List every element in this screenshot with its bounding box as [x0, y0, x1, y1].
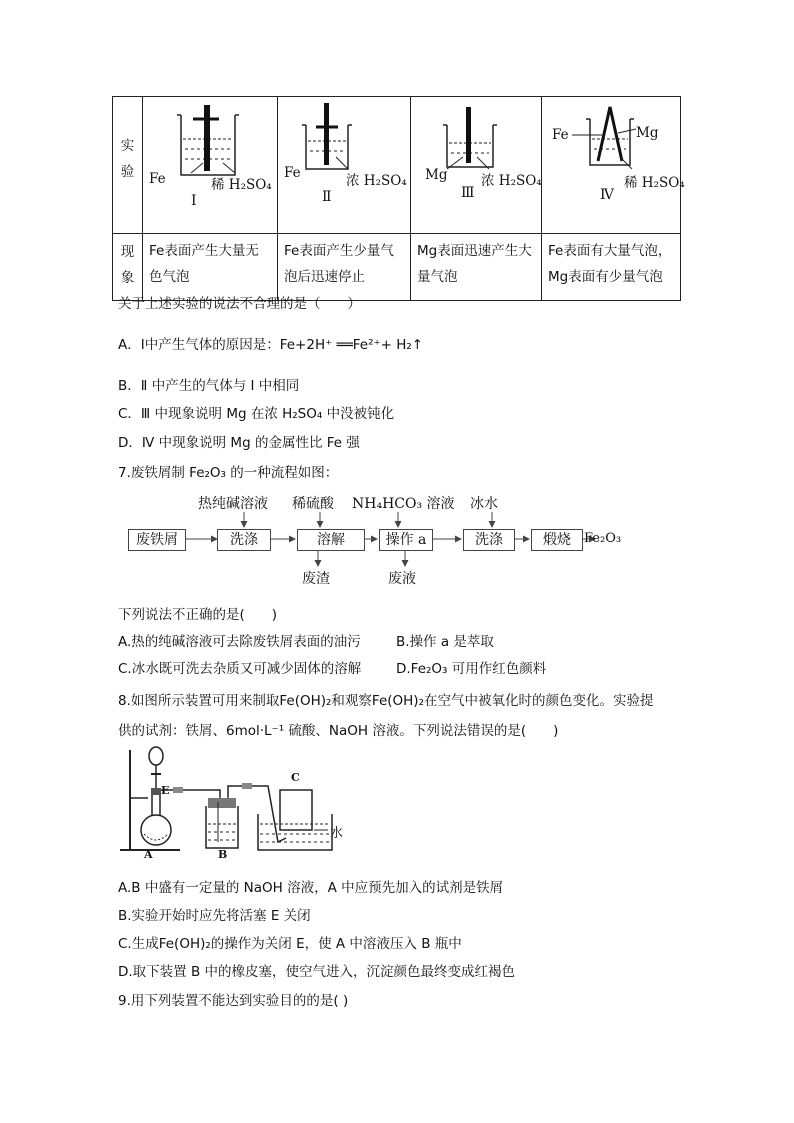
- flow-box: 洗涤: [463, 529, 515, 551]
- row-label-char: 验: [120, 164, 135, 180]
- figure-label-e: E: [161, 784, 170, 797]
- metal-label-mg: Mg: [636, 125, 659, 141]
- q6-option-d[interactable]: D．Ⅳ 中现象说明 Mg 的金属性比 Fe 强: [118, 435, 360, 451]
- row-label-char: 象: [120, 270, 135, 286]
- q8-option-a[interactable]: A.B 中盛有一定量的 NaOH 溶液，A 中应预先加入的试剂是铁屑: [118, 880, 504, 896]
- roman-numeral: Ⅳ: [600, 187, 614, 203]
- q6-option-b[interactable]: B．Ⅱ 中产生的气体与 I 中相同: [118, 378, 300, 394]
- row-label-phenomenon: [113, 234, 143, 301]
- beaker-2-figure: [278, 97, 410, 229]
- q8-stem-line1: 8.如图所示装置可用来制取Fe(OH)₂和观察Fe(OH)₂在空气中被氧化时的颜色变化。实验提: [118, 693, 654, 709]
- acid-label: 稀 H₂SO₄: [211, 177, 272, 193]
- metal-label: Mg: [425, 167, 448, 183]
- q8-option-d[interactable]: D.取下装置 B 中的橡皮塞，使空气进入，沉淀颜色最终变成红褐色: [118, 964, 516, 980]
- acid-label: 浓 H₂SO₄: [481, 173, 542, 189]
- flow-product: Fe₂O₃: [584, 531, 622, 546]
- row-label-char: 实: [120, 138, 135, 154]
- q7-option-c[interactable]: C.冰水既可洗去杂质又可减少固体的溶解: [118, 661, 362, 677]
- acid-label: 稀 H₂SO₄: [624, 175, 685, 191]
- roman-numeral: Ⅱ: [322, 189, 332, 205]
- q6-option-c[interactable]: C．Ⅲ 中现象说明 Mg 在浓 H₂SO₄ 中没被钝化: [118, 406, 395, 422]
- flow-input-label: 冰水: [470, 496, 498, 512]
- flow-box: 溶解: [297, 529, 365, 551]
- figure-label-b: B: [218, 848, 228, 861]
- figure-label-a: A: [144, 848, 153, 861]
- flow-box: 洗涤: [217, 529, 271, 551]
- flow-input-label: 稀硫酸: [292, 496, 334, 512]
- q8-apparatus-figure: [118, 742, 358, 864]
- flow-box: 煅烧: [531, 529, 583, 551]
- figure-label-water: 水: [330, 826, 344, 841]
- q6-option-a[interactable]: A．I中产生气体的原因是：Fe+2H⁺ ══Fe²⁺+ H₂↑: [118, 337, 424, 353]
- q9-stem: 9.用下列装置不能达到实验目的的是( ): [118, 993, 349, 1009]
- apparatus-3: [411, 97, 542, 234]
- phenomenon-cell: Fe表面有大量气泡，Mg表面有少量气泡: [542, 234, 681, 301]
- row-label-experiment: [113, 97, 143, 234]
- phenomenon-cell: Fe表面产生少量气泡后迅速停止: [278, 234, 411, 301]
- figure-label-c: C: [291, 771, 300, 784]
- phenomenon-cell: Fe表面产生大量无色气泡: [143, 234, 278, 301]
- q8-option-b[interactable]: B.实验开始时应先将活塞 E 关闭: [118, 908, 311, 924]
- flow-box: 操作 a: [379, 529, 433, 551]
- flow-output-label: 废液: [388, 571, 416, 587]
- q7-option-d[interactable]: D.Fe₂O₃ 可用作红色颜料: [396, 661, 547, 677]
- phenomenon-cell: Mg表面迅速产生大量气泡: [411, 234, 542, 301]
- q7-stem: 7.废铁屑制 Fe₂O₃ 的一种流程如图：: [118, 465, 339, 481]
- flow-input-label: 热纯碱溶液: [198, 496, 268, 512]
- beaker-3-figure: [411, 97, 541, 229]
- q8-stem-line2: 供的试剂：铁屑、6mol·L⁻¹ 硫酸、NaOH 溶液。下列说法错误的是( ): [118, 723, 559, 739]
- beaker-4-figure: [542, 97, 680, 229]
- q7-option-a[interactable]: A.热的纯碱溶液可去除废铁屑表面的油污: [118, 634, 361, 650]
- roman-numeral: Ⅰ: [191, 193, 197, 209]
- apparatus-4: [542, 97, 685, 234]
- q7-question: 下列说法不正确的是( ): [118, 607, 278, 623]
- experiment-table: [112, 96, 685, 301]
- apparatus-1: [143, 97, 278, 234]
- metal-label: Fe: [552, 127, 569, 143]
- q6-stem: 关于上述实验的说法不合理的是（ ）: [118, 296, 361, 312]
- row-label-char: 现: [120, 244, 135, 260]
- flow-box: 废铁屑: [128, 529, 186, 551]
- flow-input-label: NH₄HCO₃ 溶液: [352, 496, 455, 512]
- q7-option-b[interactable]: B.操作 a 是萃取: [396, 634, 494, 650]
- metal-label: Fe: [149, 171, 166, 187]
- flow-output-label: 废渣: [302, 571, 330, 587]
- acid-label: 浓 H₂SO₄: [346, 173, 407, 189]
- metal-label: Fe: [284, 165, 301, 181]
- q8-option-c[interactable]: C.生成Fe(OH)₂的操作为关闭 E，使 A 中溶液压入 B 瓶中: [118, 936, 462, 952]
- apparatus-2: [278, 97, 411, 234]
- roman-numeral: Ⅲ: [461, 185, 475, 201]
- beaker-1-figure: [143, 97, 277, 229]
